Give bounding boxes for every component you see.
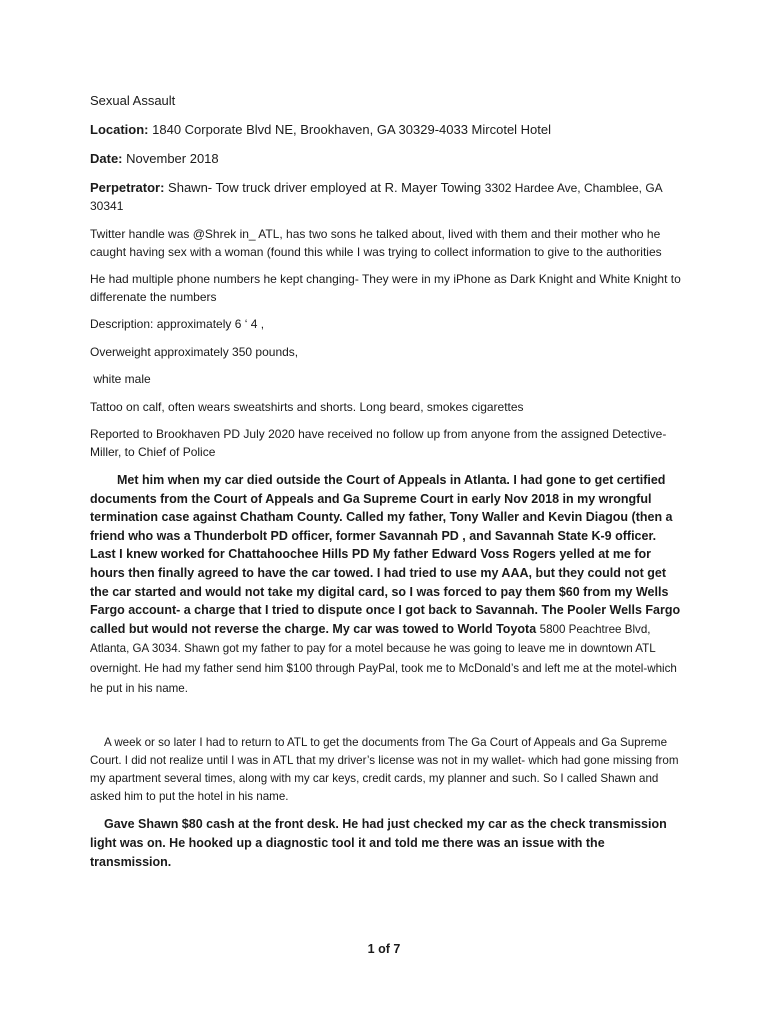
date-value: November 2018 [126, 151, 219, 166]
narrative-1-bold: Met him when my car died outside the Court of Appeals in Atlanta. I had gone to get certified documents from the Court of Appeals and Ga Supreme Court in early Nov 2018 in my wrongful termination case against Chatham County. Called my father, Tony Waller and Kevin Diagou (then a friend who was a Thunderbolt PD officer, former Savannah PD , and Savannah State K-9 officer. Last I knew worked for Chattahoochee Hills PD My father Edward Voss Rogers yelled at me for hours then finally agreed to have the car towed. I had tried to use my AAA, but they could not get the car started and would not take my digital card, so I was forced to pay them $60 from my Wells Fargo account- a charge that I tried to dispute once I got back to Savannah. The Pooler Wells Fargo called but would not reverse the charge. My car was towed to World Toyota [90, 473, 681, 636]
description-line: Description: approximately 6 ‘ 4 , [90, 317, 265, 331]
location-line [90, 121, 682, 139]
location-label: Location: [90, 122, 149, 137]
narrative-paragraph-3: Gave Shawn $80 cash at the front desk. He had just checked my car as the check transmission light was on. He hooked up a diagnostic tool it and told me there was an issue with the transmission. [90, 817, 667, 869]
perpetrator-line [90, 179, 682, 215]
weight-line: Overweight approximately 350 pounds, [90, 344, 299, 359]
location-value: 1840 Corporate Blvd NE, Brookhaven, GA 30329-4033 Mircotel Hotel [152, 122, 552, 137]
race-line: white male [90, 372, 151, 386]
page-number: 1 of 7 [367, 942, 401, 956]
perpetrator-value: Shawn- Tow truck driver employed at R. Mayer Towing [168, 180, 482, 195]
tattoo-line: Tattoo on calf, often wears sweatshirts and shorts. Long beard, smokes cigarettes [90, 399, 524, 414]
phones-paragraph: He had multiple phone numbers he kept changing- They were in my iPhone as Dark Knight and White Knight to differenate the numbers [90, 272, 681, 304]
perpetrator-label: Perpetrator: [90, 180, 165, 195]
narrative-1-normal: 5800 Peachtree Blvd, Atlanta, GA 3034. Shawn got my father to pay for a motel because he was going to leave me in downtown ATL overnight. He had my father send him $100 through PayPal, took me to McDonald’s and left me at the motel-which he put in his name. [90, 622, 677, 695]
document-body [90, 92, 682, 871]
narrative-paragraph-2: A week or so later I had to return to ATL to get the documents from The Ga Court of Appeals and Ga Supreme Court. I did not realize until I was in ATL that my driver’s license was not in my wallet- which had gone missing from my apartment several times, along with my car keys, credit cards, my planner and such. So I called Shawn and asked him to put the hotel in his name. [90, 736, 679, 803]
reported-paragraph: Reported to Brookhaven PD July 2020 have received no follow up from anyone from the assigned Detective-Miller, to Chief of Police [90, 427, 667, 459]
doc-title: Sexual Assault [90, 93, 176, 108]
date-label: Date: [90, 151, 123, 166]
date-line [90, 150, 682, 168]
narrative-paragraph-1 [90, 471, 682, 698]
twitter-paragraph: Twitter handle was @Shrek in_ ATL, has two sons he talked about, lived with them and their mother who he caught having sex with a woman (found this while I was trying to collect information to give to the authorities [90, 227, 662, 259]
perpetrator-address: 3302 Hardee Ave, Chamblee, GA 30341 [90, 181, 662, 213]
